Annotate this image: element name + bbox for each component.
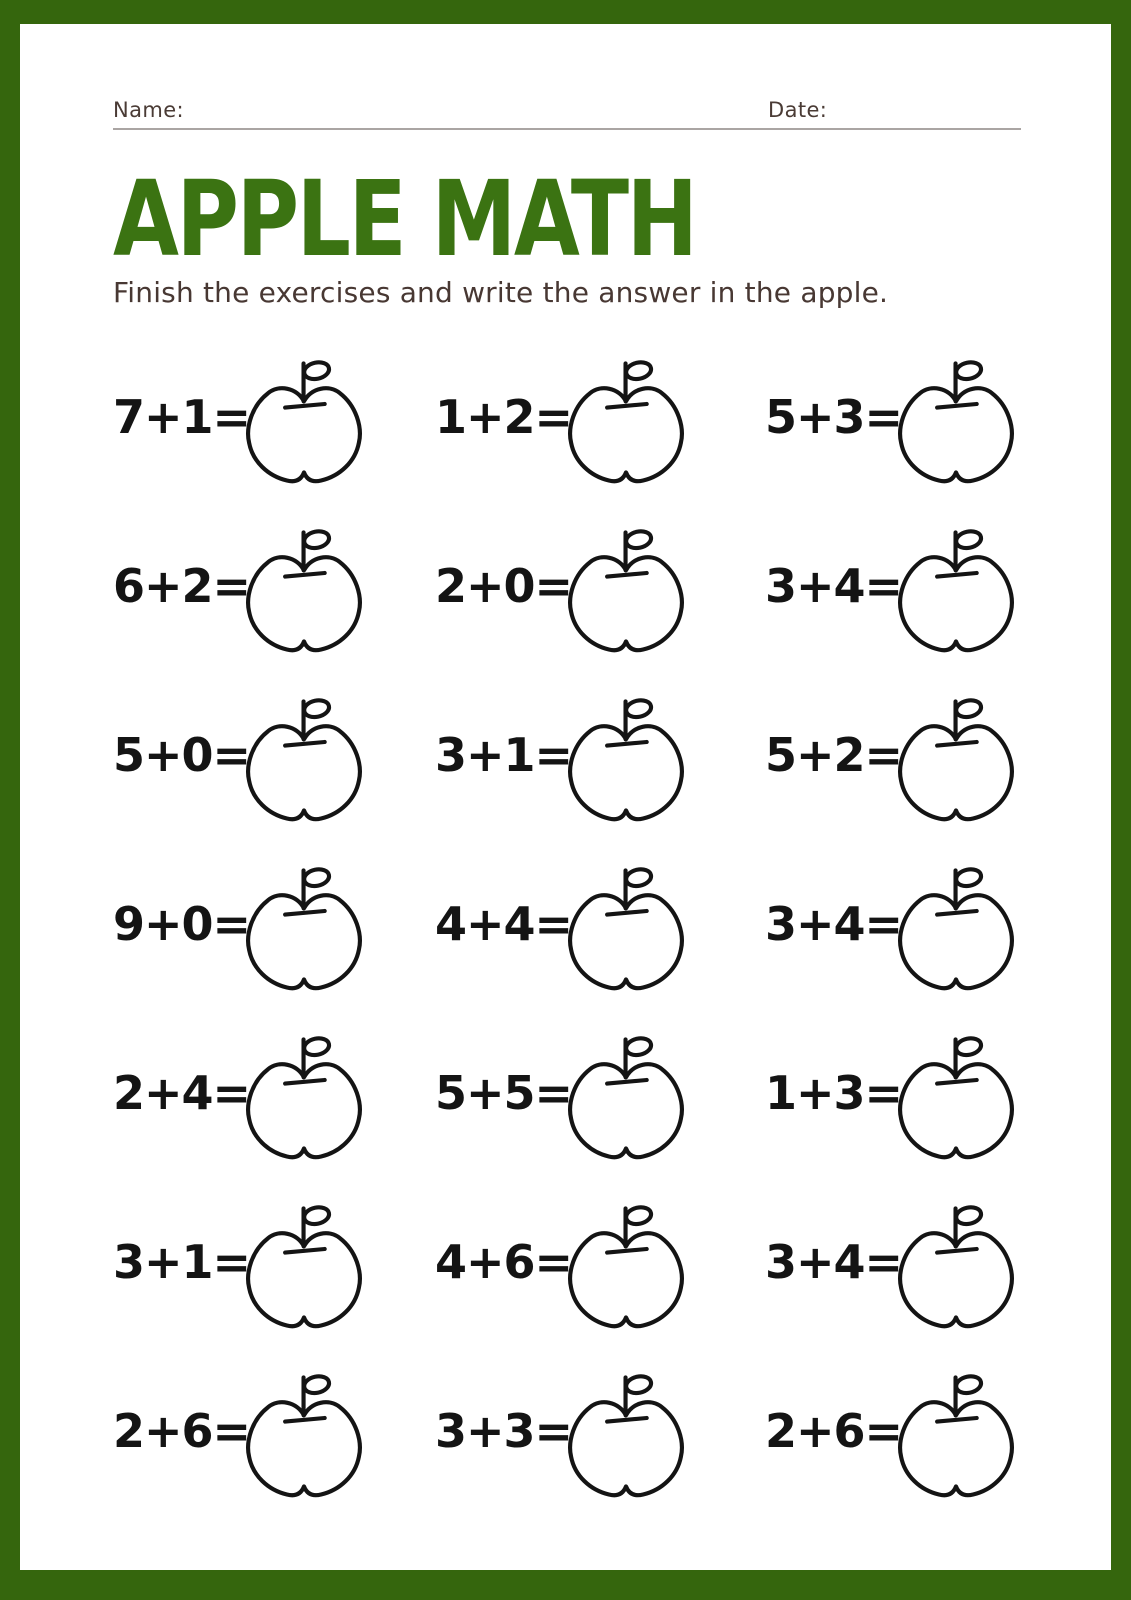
apple-body bbox=[570, 1402, 682, 1495]
apple-stem-crossbar bbox=[285, 911, 325, 915]
apple-outline-icon[interactable] bbox=[893, 349, 1019, 486]
apple-stem-crossbar bbox=[937, 911, 977, 915]
apple-body bbox=[570, 388, 682, 481]
apple-leaf-loop bbox=[303, 1205, 331, 1226]
apple-leaf-loop bbox=[303, 360, 331, 381]
name-label: Name: bbox=[113, 98, 185, 122]
apple-stem-crossbar bbox=[937, 404, 977, 408]
problem-expression: 3+4= bbox=[765, 559, 903, 614]
problem-cell bbox=[435, 1009, 765, 1178]
apple-stem-crossbar bbox=[937, 742, 977, 746]
apple-leaf-loop bbox=[303, 698, 331, 719]
problem-expression: 1+3= bbox=[765, 1066, 903, 1121]
apple-stem-crossbar bbox=[937, 1249, 977, 1253]
apple-body bbox=[900, 895, 1012, 988]
apple-leaf-loop bbox=[303, 1036, 331, 1057]
problem-cell bbox=[113, 1009, 435, 1178]
problem-cell bbox=[113, 333, 435, 502]
problem-expression: 1+2= bbox=[435, 390, 573, 445]
apple-body bbox=[570, 1064, 682, 1157]
apple-outline-icon[interactable] bbox=[893, 1363, 1019, 1500]
problem-expression: 3+4= bbox=[765, 1235, 903, 1290]
problem-cell bbox=[765, 1178, 1021, 1347]
problem-expression: 5+2= bbox=[765, 728, 903, 783]
problem-cell bbox=[765, 1009, 1021, 1178]
problem-cell bbox=[435, 502, 765, 671]
problem-cell bbox=[113, 502, 435, 671]
apple-stem-crossbar bbox=[607, 1249, 647, 1253]
apple-body bbox=[570, 1233, 682, 1326]
apple-leaf-loop bbox=[955, 1205, 983, 1226]
apple-outline-icon[interactable] bbox=[241, 1194, 367, 1331]
problem-expression: 3+1= bbox=[435, 728, 573, 783]
apple-body bbox=[248, 895, 360, 988]
problem-cell bbox=[113, 1178, 435, 1347]
apple-leaf-loop bbox=[955, 1374, 983, 1395]
apple-outline-icon[interactable] bbox=[563, 349, 689, 486]
problem-cell bbox=[113, 840, 435, 1009]
apple-body bbox=[570, 557, 682, 650]
apple-stem-crossbar bbox=[607, 1080, 647, 1084]
problem-cell bbox=[765, 840, 1021, 1009]
apple-outline-icon[interactable] bbox=[893, 687, 1019, 824]
apple-leaf-loop bbox=[955, 698, 983, 719]
problem-cell bbox=[765, 1347, 1021, 1516]
problem-expression: 5+0= bbox=[113, 728, 251, 783]
problem-expression: 3+4= bbox=[765, 897, 903, 952]
apple-body bbox=[900, 1064, 1012, 1157]
apple-leaf-loop bbox=[625, 1205, 653, 1226]
apple-outline-icon[interactable] bbox=[241, 856, 367, 993]
apple-body bbox=[900, 1233, 1012, 1326]
date-label: Date: bbox=[768, 98, 828, 122]
problem-expression: 6+2= bbox=[113, 559, 251, 614]
apple-body bbox=[248, 388, 360, 481]
apple-leaf-loop bbox=[955, 360, 983, 381]
apple-stem-crossbar bbox=[285, 1249, 325, 1253]
problem-expression: 2+4= bbox=[113, 1066, 251, 1121]
apple-body bbox=[900, 1402, 1012, 1495]
apple-outline-icon[interactable] bbox=[241, 349, 367, 486]
apple-outline-icon[interactable] bbox=[241, 1025, 367, 1162]
apple-stem-crossbar bbox=[937, 573, 977, 577]
apple-stem-crossbar bbox=[607, 573, 647, 577]
apple-stem-crossbar bbox=[607, 911, 647, 915]
apple-leaf-loop bbox=[625, 1374, 653, 1395]
problem-expression: 5+3= bbox=[765, 390, 903, 445]
problem-expression: 7+1= bbox=[113, 390, 251, 445]
apple-leaf-loop bbox=[625, 698, 653, 719]
problem-expression: 4+4= bbox=[435, 897, 573, 952]
apple-stem-crossbar bbox=[937, 1080, 977, 1084]
apple-leaf-loop bbox=[303, 1374, 331, 1395]
page-content bbox=[20, 98, 1111, 1516]
problem-expression: 4+6= bbox=[435, 1235, 573, 1290]
apple-outline-icon[interactable] bbox=[563, 1363, 689, 1500]
apple-body bbox=[900, 388, 1012, 481]
apple-outline-icon[interactable] bbox=[241, 518, 367, 655]
problem-expression: 2+6= bbox=[113, 1404, 251, 1459]
apple-body bbox=[248, 1402, 360, 1495]
apple-leaf-loop bbox=[955, 867, 983, 888]
apple-outline-icon[interactable] bbox=[563, 1025, 689, 1162]
problem-expression: 9+0= bbox=[113, 897, 251, 952]
apple-leaf-loop bbox=[955, 529, 983, 550]
apple-body bbox=[570, 895, 682, 988]
problem-cell bbox=[113, 671, 435, 840]
apple-stem-crossbar bbox=[285, 404, 325, 408]
apple-body bbox=[248, 1064, 360, 1157]
problem-cell bbox=[765, 671, 1021, 840]
apple-outline-icon[interactable] bbox=[241, 1363, 367, 1500]
apple-body bbox=[248, 726, 360, 819]
apple-stem-crossbar bbox=[285, 1418, 325, 1422]
apple-stem-crossbar bbox=[285, 742, 325, 746]
problem-cell bbox=[435, 840, 765, 1009]
problem-expression: 3+1= bbox=[113, 1235, 251, 1290]
apple-body bbox=[248, 1233, 360, 1326]
apple-stem-crossbar bbox=[285, 573, 325, 577]
apple-stem-crossbar bbox=[937, 1418, 977, 1422]
header bbox=[113, 98, 1021, 126]
problem-expression: 5+5= bbox=[435, 1066, 573, 1121]
apple-leaf-loop bbox=[303, 867, 331, 888]
problems-grid bbox=[113, 333, 1021, 1516]
problem-expression: 2+0= bbox=[435, 559, 573, 614]
apple-outline-icon[interactable] bbox=[563, 687, 689, 824]
page-title: APPLE MATH bbox=[113, 158, 696, 280]
problem-cell bbox=[435, 1178, 765, 1347]
apple-leaf-loop bbox=[625, 360, 653, 381]
apple-outline-icon[interactable] bbox=[563, 1194, 689, 1331]
problem-cell bbox=[435, 671, 765, 840]
apple-outline-icon[interactable] bbox=[563, 856, 689, 993]
apple-leaf-loop bbox=[625, 529, 653, 550]
apple-outline-icon[interactable] bbox=[893, 1025, 1019, 1162]
apple-outline-icon[interactable] bbox=[893, 518, 1019, 655]
problem-cell bbox=[113, 1347, 435, 1516]
apple-outline-icon[interactable] bbox=[241, 687, 367, 824]
apple-stem-crossbar bbox=[607, 1418, 647, 1422]
problem-cell bbox=[435, 333, 765, 502]
apple-leaf-loop bbox=[955, 1036, 983, 1057]
instructions-text: Finish the exercises and write the answer in the apple. bbox=[113, 275, 889, 309]
apple-stem-crossbar bbox=[607, 742, 647, 746]
problem-cell bbox=[435, 1347, 765, 1516]
problem-cell bbox=[765, 502, 1021, 671]
apple-stem-crossbar bbox=[285, 1080, 325, 1084]
apple-stem-crossbar bbox=[607, 404, 647, 408]
apple-leaf-loop bbox=[625, 1036, 653, 1057]
apple-body bbox=[570, 726, 682, 819]
problem-cell bbox=[765, 333, 1021, 502]
apple-body bbox=[900, 726, 1012, 819]
apple-outline-icon[interactable] bbox=[893, 1194, 1019, 1331]
problem-expression: 3+3= bbox=[435, 1404, 573, 1459]
apple-body bbox=[248, 557, 360, 650]
apple-leaf-loop bbox=[625, 867, 653, 888]
apple-outline-icon[interactable] bbox=[893, 856, 1019, 993]
apple-body bbox=[900, 557, 1012, 650]
apple-leaf-loop bbox=[303, 529, 331, 550]
problem-expression: 2+6= bbox=[765, 1404, 903, 1459]
apple-outline-icon[interactable] bbox=[563, 518, 689, 655]
